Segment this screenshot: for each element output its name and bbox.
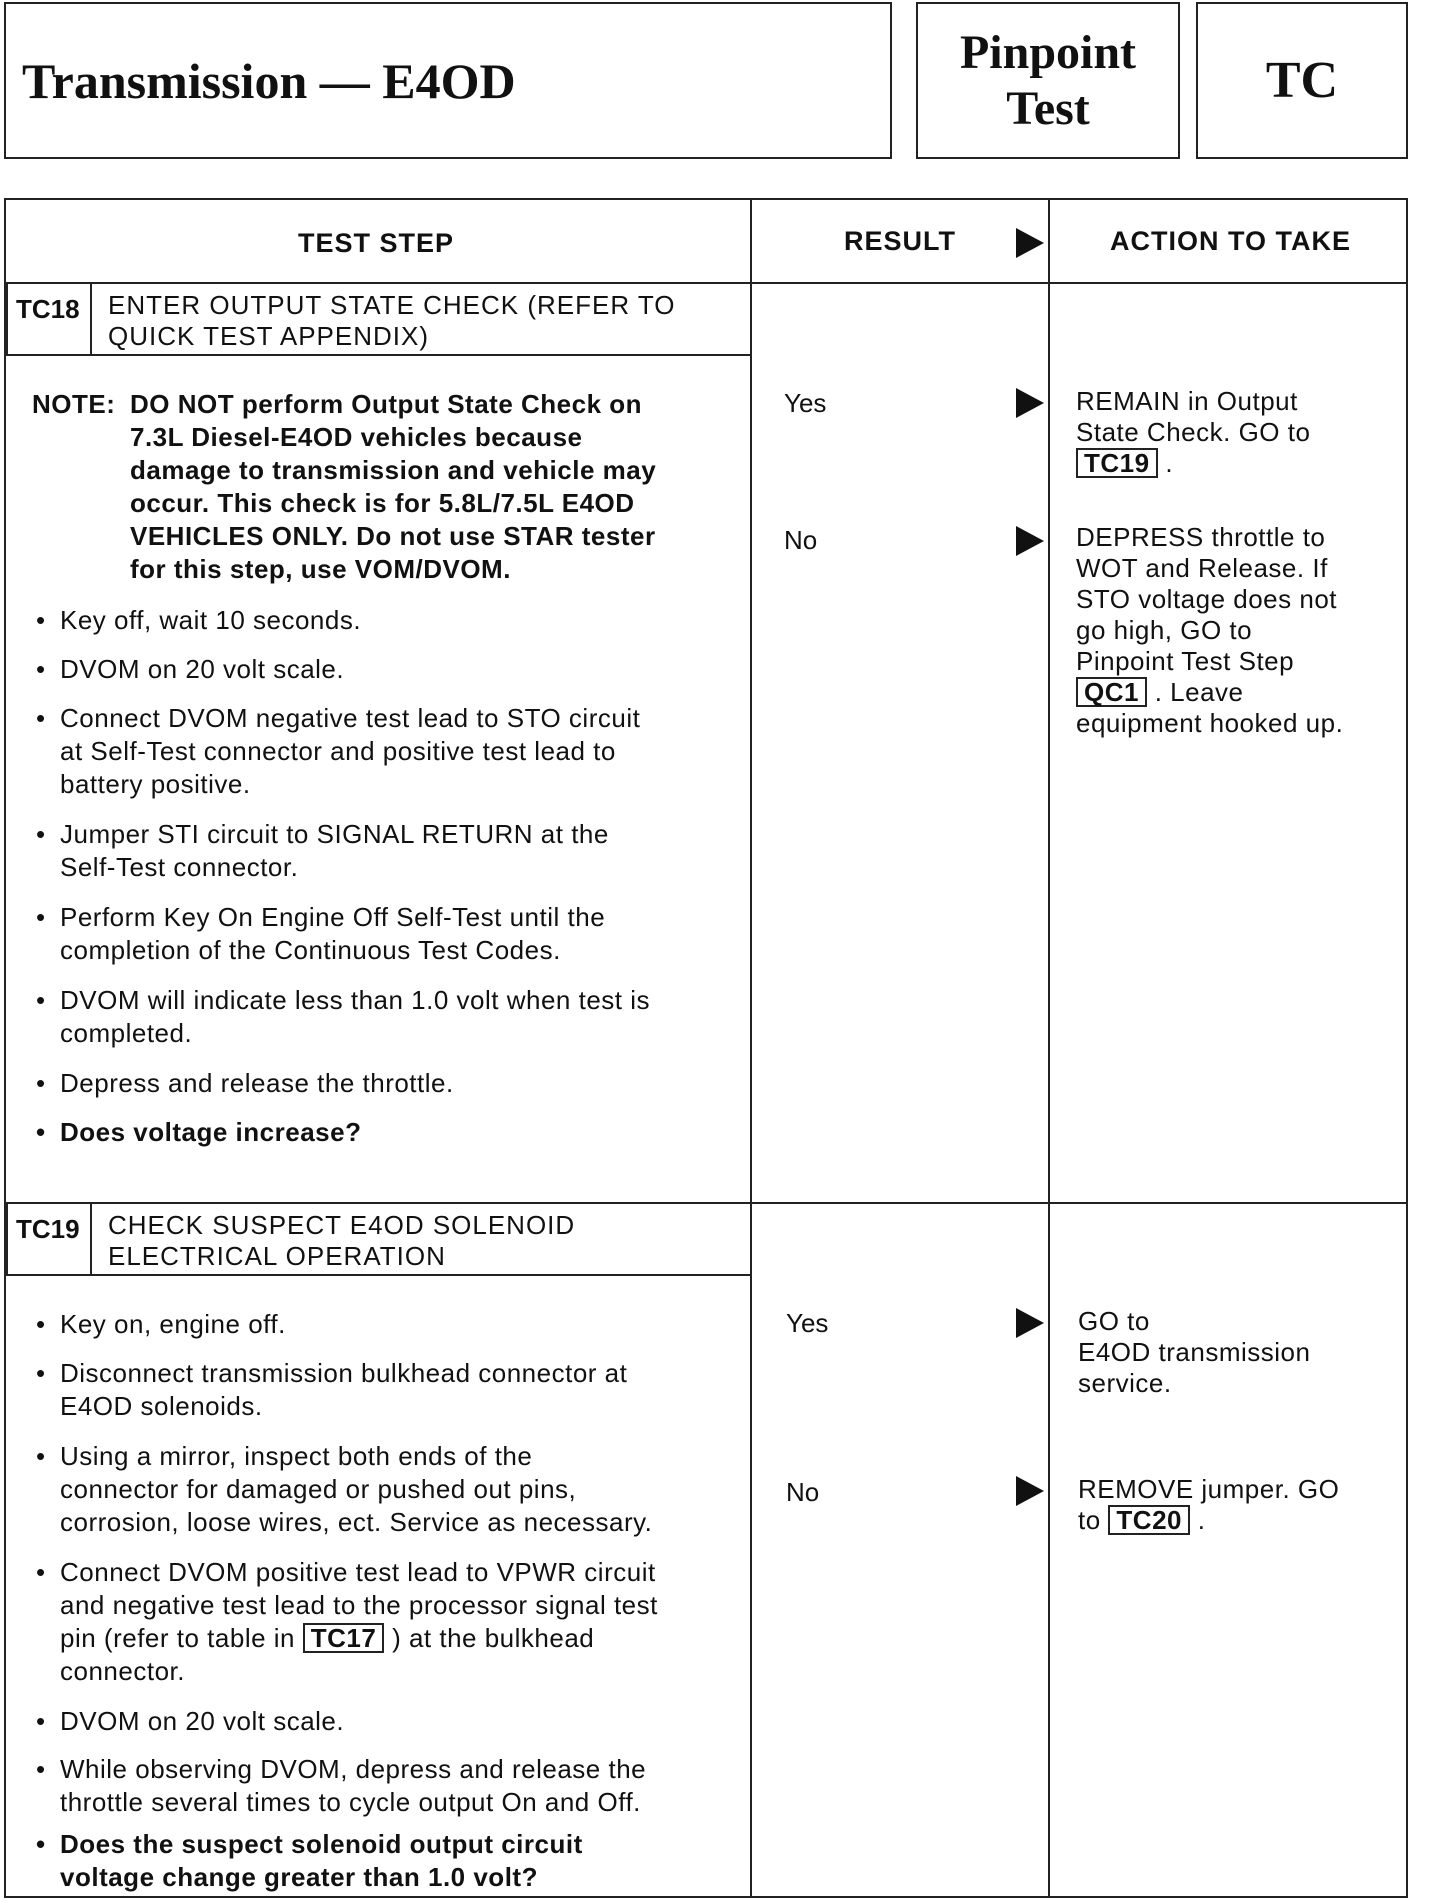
tc18-bullet-1	[60, 604, 361, 637]
tc19-bullet-4	[60, 1556, 658, 1688]
column-divider-2	[1048, 200, 1050, 1898]
column-header-action: ACTION TO TAKE	[1110, 226, 1351, 256]
bullet-line: • Jumper STI circuit to SIGNAL RETURN at the	[60, 819, 609, 849]
tc17-reference[interactable]: TC17	[303, 1623, 385, 1653]
tc19-bullet-2	[60, 1357, 627, 1423]
tc18-title-line2: QUICK TEST APPENDIX)	[108, 321, 430, 351]
action-line: Pinpoint Test Step	[1076, 646, 1295, 676]
bullet-line: Self-Test connector.	[60, 852, 299, 882]
tc19-step-id: TC19	[16, 1214, 80, 1244]
action-line: GO to	[1078, 1306, 1150, 1336]
bullet-line: connector for damaged or pushed out pins,	[60, 1474, 577, 1504]
column-header-result: RESULT	[844, 226, 956, 256]
bullet-line: completed.	[60, 1018, 193, 1048]
tc18-note-line: occur. This check is for 5.8L/7.5L E4OD	[130, 488, 635, 518]
pin-suffix: ) at the bulkhead	[392, 1623, 595, 1653]
tc18-title-line1: ENTER OUTPUT STATE CHECK (REFER TO	[108, 290, 676, 320]
tc18-step-id: TC18	[16, 294, 80, 324]
bullet-line: • Depress and release the throttle.	[60, 1068, 454, 1098]
tc19-yes-action	[1078, 1306, 1310, 1399]
bullet-line: corrosion, loose wires, ect. Service as necessary.	[60, 1507, 653, 1537]
section-code: TC	[1265, 52, 1339, 109]
tc18-bullet-6	[60, 984, 650, 1050]
bullet-line: • Does voltage increase?	[60, 1117, 362, 1147]
tc18-bullet-3	[60, 702, 640, 801]
bullet-line: • Disconnect transmission bulkhead connector at	[60, 1358, 628, 1388]
qc1-reference[interactable]: QC1	[1076, 677, 1147, 707]
bullet-line: completion of the Continuous Test Codes.	[60, 935, 561, 965]
action-line: DEPRESS throttle to	[1076, 522, 1326, 552]
action-line: STO voltage does not	[1076, 584, 1338, 614]
tc18-note-line: damage to transmission and vehicle may	[130, 455, 657, 485]
tc18-note-line: 7.3L Diesel-E4OD vehicles because	[130, 422, 583, 452]
action-line: E4OD transmission	[1078, 1337, 1311, 1367]
tc19-title-line2: ELECTRICAL OPERATION	[108, 1241, 446, 1271]
bullet-line: • Perform Key On Engine Off Self-Test until the	[60, 902, 606, 932]
bullet-line: • Key on, engine off.	[60, 1309, 286, 1339]
bullet-line: • DVOM on 20 volt scale.	[60, 1706, 345, 1736]
pin-prefix: pin (refer to table in	[60, 1623, 296, 1653]
column-divider-1	[750, 200, 752, 1898]
tc19-reference[interactable]: TC19	[1076, 448, 1158, 478]
ref-suffix: . Leave	[1154, 677, 1244, 707]
tc19-id-divider	[90, 1202, 92, 1276]
tc18-bullet-2	[60, 653, 344, 686]
action-line: State Check. GO to	[1076, 417, 1311, 447]
tc18-bullet-8	[60, 1116, 361, 1149]
tc18-note-label: NOTE:	[32, 389, 116, 419]
tc18-yes-action	[1076, 386, 1310, 479]
pinpoint-table	[4, 198, 1408, 1898]
action-line: REMAIN in Output	[1076, 386, 1298, 416]
bullet-line: • Does the suspect solenoid output circuit	[60, 1829, 583, 1859]
action-line: service.	[1078, 1368, 1172, 1398]
bullet-line: • Using a mirror, inspect both ends of the	[60, 1441, 533, 1471]
action-ref-line	[1076, 448, 1310, 479]
tc20-reference[interactable]: TC20	[1108, 1505, 1190, 1535]
to-word: to	[1078, 1505, 1101, 1535]
bullet-line: connector.	[60, 1656, 185, 1686]
tc19-result-yes: Yes	[786, 1308, 829, 1338]
bullet-line: • While observing DVOM, depress and release the	[60, 1754, 647, 1784]
tc18-note-line: for this step, use VOM/DVOM.	[130, 554, 511, 584]
bullet-line: throttle several times to cycle output On and Off.	[60, 1787, 641, 1817]
tc18-no-action	[1076, 522, 1343, 739]
bullet-line: • Connect DVOM positive test lead to VPWR circuit	[60, 1557, 656, 1587]
bullet-line: • Key off, wait 10 seconds.	[60, 605, 362, 635]
tc18-result-yes: Yes	[784, 388, 827, 418]
tc19-bullet-6	[60, 1753, 646, 1819]
result-arrow-icon	[1016, 228, 1044, 258]
tc18-bullet-4	[60, 818, 609, 884]
action-ref-line	[1076, 677, 1343, 708]
action-ref-line	[1078, 1505, 1339, 1536]
bullet-line: at Self-Test connector and positive test lead to	[60, 736, 616, 766]
pinpoint-test-box	[916, 2, 1180, 159]
ref-suffix: .	[1197, 1505, 1206, 1535]
bullet-line: E4OD solenoids.	[60, 1391, 263, 1421]
tc18-bullet-5	[60, 901, 605, 967]
tc18-note-line: VEHICLES ONLY. Do not use STAR tester	[130, 521, 656, 551]
action-line: WOT and Release. If	[1076, 553, 1328, 583]
tc19-yes-arrow-icon	[1016, 1308, 1044, 1338]
action-line: equipment hooked up.	[1076, 708, 1344, 738]
ref-suffix: .	[1165, 448, 1174, 478]
bullet-line: voltage change greater than 1.0 volt?	[60, 1862, 538, 1892]
bullet-line: • DVOM on 20 volt scale.	[60, 654, 345, 684]
bullet-line: • Connect DVOM negative test lead to STO circuit	[60, 703, 641, 733]
tc19-title-line1: CHECK SUSPECT E4OD SOLENOID	[108, 1210, 576, 1240]
action-line: go high, GO to	[1076, 615, 1253, 645]
tc19-bullet-5	[60, 1705, 344, 1738]
action-line: REMOVE jumper. GO	[1078, 1474, 1340, 1504]
tc19-bullet-1	[60, 1308, 286, 1341]
bullet-line: battery positive.	[60, 769, 251, 799]
tc18-no-arrow-icon	[1016, 526, 1044, 556]
bullet-line	[60, 1622, 658, 1655]
document-title-box	[4, 2, 892, 159]
pinpoint-label: Pinpoint	[959, 26, 1137, 80]
tc18-bullet-7	[60, 1067, 454, 1100]
tc18-id-divider	[90, 282, 92, 356]
bullet-line: • DVOM will indicate less than 1.0 volt when test is	[60, 985, 651, 1015]
test-label: Test	[1006, 81, 1090, 135]
column-header-test-step: TEST STEP	[298, 228, 455, 258]
document-title: Transmission — E4OD	[22, 52, 516, 109]
tc19-bullet-7	[60, 1828, 583, 1894]
tc18-yes-arrow-icon	[1016, 388, 1044, 418]
tc18-note-line: DO NOT perform Output State Check on	[130, 389, 643, 419]
tc19-bullet-3	[60, 1440, 652, 1539]
bullet-line: and negative test lead to the processor signal test	[60, 1590, 658, 1620]
section-code-box	[1196, 2, 1408, 159]
tc19-no-arrow-icon	[1016, 1476, 1044, 1506]
tc19-result-no: No	[786, 1477, 820, 1507]
tc19-no-action	[1078, 1474, 1339, 1536]
tc18-result-no: No	[784, 525, 818, 555]
